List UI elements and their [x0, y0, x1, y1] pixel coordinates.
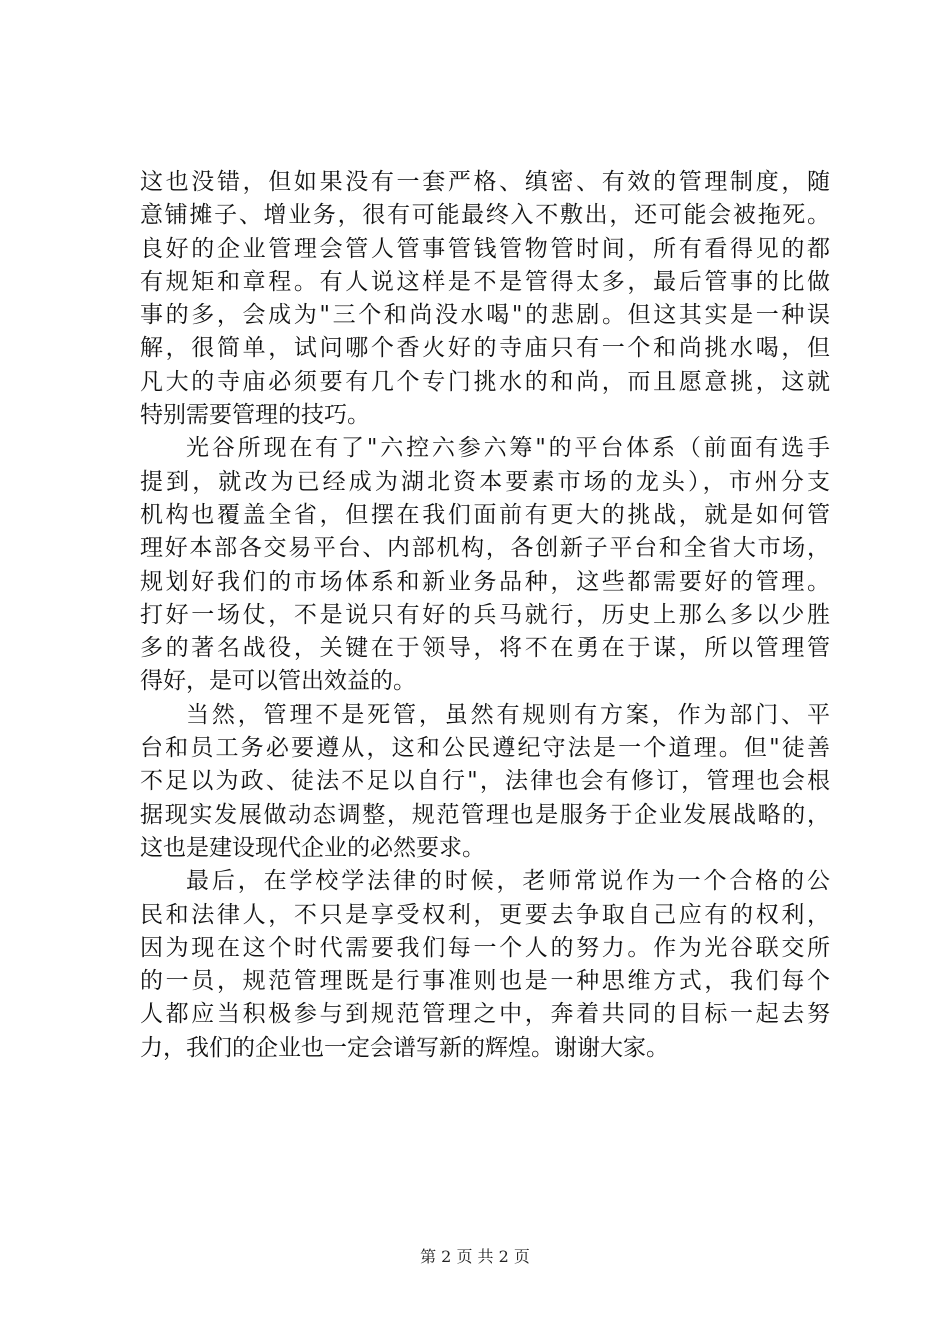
text-line: 多的著名战役，关键在于领导，将不在勇在于谋，所以管理管: [140, 635, 830, 662]
document-body: [140, 166, 830, 1065]
text-line: 力，我们的企业也一定会谱写新的辉煌。谢谢大家。: [140, 1034, 669, 1061]
text-line: 光谷所现在有了"六控六参六筹"的平台体系（前面有选手: [186, 435, 830, 462]
paragraph: [140, 166, 830, 432]
text-line: 机构也覆盖全省，但摆在我们面前有更大的挑战，就是如何管: [140, 501, 830, 528]
page-footer: 第 2 页 共 2 页: [420, 1247, 530, 1266]
text-line: 良好的企业管理会管人管事管钱管物管时间，所有看得见的都: [140, 235, 830, 262]
paragraph: [140, 865, 830, 1065]
text-line: 据现实发展做动态调整，规范管理也是服务于企业发展战略的，: [140, 801, 830, 828]
paragraph: [140, 432, 830, 698]
text-line: 人都应当积极参与到规范管理之中，奔着共同的目标一起去努: [140, 1001, 830, 1028]
text-line: 的一员，规范管理既是行事准则也是一种思维方式，我们每个: [140, 968, 830, 995]
text-line: 得好，是可以管出效益的。: [140, 668, 416, 695]
text-line: 台和员工务必要遵从，这和公民遵纪守法是一个道理。但"徒善: [140, 735, 830, 762]
text-line: 有规矩和章程。有人说这样是不是管得太多，最后管事的比做: [140, 268, 830, 295]
text-line: 民和法律人，不只是享受权利，更要去争取自己应有的权利，: [140, 901, 830, 928]
text-line: 凡大的寺庙必须要有几个专门挑水的和尚，而且愿意挑，这就: [140, 368, 830, 395]
text-line: 打好一场仗，不是说只有好的兵马就行，历史上那么多以少胜: [140, 601, 830, 628]
text-line: 这也是建设现代企业的必然要求。: [140, 834, 485, 861]
text-line: 这也没错，但如果没有一套严格、缜密、有效的管理制度，随: [140, 169, 830, 195]
text-line: 特别需要管理的技巧。: [140, 402, 370, 429]
text-line: 规划好我们的市场体系和新业务品种，这些都需要好的管理。: [140, 568, 830, 595]
text-line: 理好本部各交易平台、内部机构，各创新子平台和全省大市场，: [140, 535, 830, 562]
text-line: 事的多，会成为"三个和尚没水喝"的悲剧。但这其实是一种误: [140, 302, 830, 329]
text-line: 解，很简单，试问哪个香火好的寺庙只有一个和尚挑水喝，但: [140, 335, 830, 362]
text-line: 提到，就改为已经成为湖北资本要素市场的龙头），市州分支: [140, 468, 830, 495]
text-line: 意铺摊子、增业务，很有可能最终入不敷出，还可能会被拖死。: [140, 202, 830, 229]
text-line: 因为现在这个时代需要我们每一个人的努力。作为光谷联交所: [140, 934, 830, 961]
text-line: 最后，在学校学法律的时候，老师常说作为一个合格的公: [186, 868, 830, 895]
text-line: 当然，管理不是死管，虽然有规则有方案，作为部门、平: [186, 701, 830, 728]
text-line: 不足以为政、徒法不足以自行"，法律也会有修订，管理也会根: [140, 768, 830, 795]
paragraph: [140, 699, 830, 865]
